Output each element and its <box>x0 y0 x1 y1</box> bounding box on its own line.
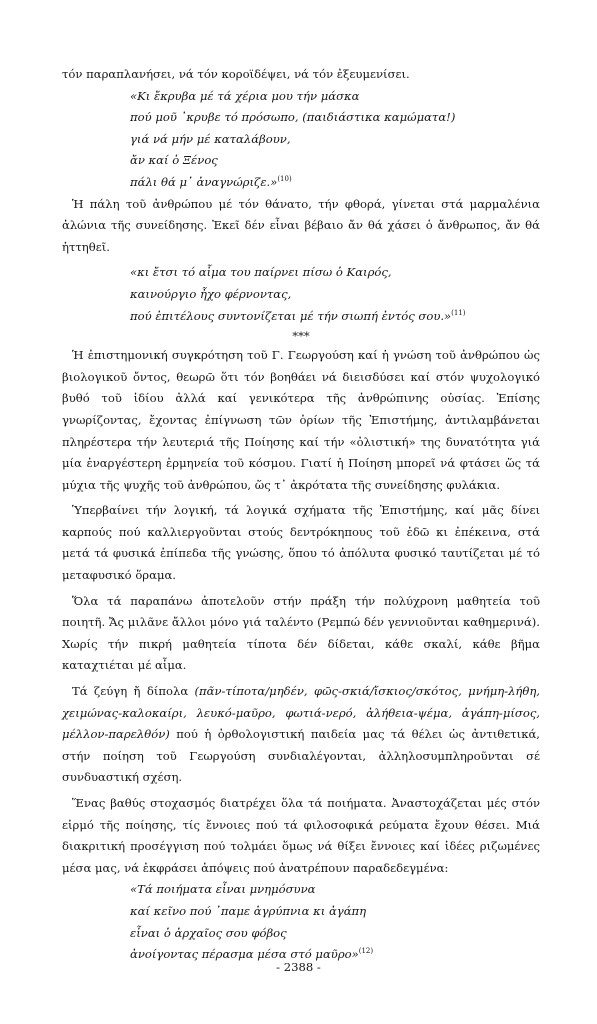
verse-quote-11 <box>130 262 540 327</box>
verse-line: εἶναι ὁ ἀρχαῖος σου φόβος <box>130 925 287 940</box>
section-separator: *** <box>292 329 310 344</box>
footnote-ref-10: (10) <box>277 175 292 184</box>
verse-line-last <box>130 306 540 328</box>
verse-line-last <box>130 172 540 194</box>
verse-line: «Κι ἔκρυβα μέ τά χέρια μου τήν μάσκα <box>130 88 360 103</box>
paragraph-struggle: Ἡ πάλη τοῦ ἀνθρώπου μέ τόν θάνατο, τήν φθορά, γίνεται στά μαρμαλένια ἁλώνια τῆς συνείδησης. Ἐκεῖ δέν εἶναι βέβαιο ἄν θά χάσει ὁ ἄνθρωπος, ἄν θά ἡττηθεῖ. <box>62 196 540 254</box>
paragraph-scientific: Ἡ ἐπιστημονική συγκρότηση τοῦ Γ. Γεωργούση καί ἡ γνώση τοῦ ἀνθρώπου ὡς βιολογικοῦ ὄντος, θεωρῶ ὅτι τόν βοηθάει νά διεισδύσει καί στόν ψυχολογικό βυθό τοῦ ἰδίου ἀλλά καί γενικότερα τῆς ἀνθρώπινης οὐσίας. Ἐπίσης γνωρίζοντας, ἔχοντας ἐπίγνωση τῶν ὁρίων τῆς Ἐπιστήμης, ἀντιλαμβάνεται πληρέστερα τήν λευτεριά τῆς Ποίησης καί τήν «ὀλιστική» της δυνατότητα γιά μία ἐναργέστερη ἑρμηνεία τοῦ κόσμου. Γιατί ἡ Ποίηση μπορεῖ νά φτάσει ὥς τά μύχια τῆς ψυχῆς τοῦ ἀνθρώπου, ὥς τ᾽ ἀκρότατα τῆς συνείδησης φυλάκια. <box>62 348 540 492</box>
verse-line: ἄν καί ὁ Ξένος <box>130 153 218 168</box>
verse-line: «κι ἔτσι τό αἷμα του παίρνει πίσω ὁ Καιρός, <box>130 265 392 280</box>
pairs-conclusion: πού ἡ ὀρθολογιστική παιδεία μας τά θέλει ὡς ἀντιθετικά, στήν ποίηση τοῦ Γεωργούση συνδιαλέγονται, ἀλληλοσυμπληροῦνται σέ συνδυαστική σχέση. <box>62 727 540 785</box>
verse-line: πού μοῦ ᾽κρυβε τό πρόσωπο, (παιδιάστικα καμώματα!) <box>130 110 456 125</box>
pairs-intro: Τά ζεύγη ἤ δίπολα <box>72 684 195 699</box>
pairs-list: (πᾶν-τίποτα/μηδέν, φῶς-σκιά/ἴσκιος/σκότος, μνήμη-λήθη, χειμώνας-καλοκαίρι, λευκό-μαῦρο, φωτιά-νερό, ἀλήθεια-ψέμα, ἀγάπη-μίσος, μέλλον-παρελθόν) <box>62 684 540 742</box>
paragraph-apprenticeship: Ὅλα τά παραπάνω ἀποτελοῦν στήν πράξη τήν πολύχρονη μαθητεία τοῦ ποιητῆ. Ἄς μιλᾶνε ἄλλοι μόνο γιά ταλέντο (Ρεμπώ δέν γεννιοῦνται καθημερινά). Χωρίς τήν πικρή μαθητεία τίποτα δέν δίδεται, κάθε σκαλί, κάθε βῆμα καταχτιέται μέ αἷμα. <box>62 593 540 673</box>
page-number: - 2388 - <box>276 960 321 974</box>
verse-line-text: πάλι θά μ᾽ ἀναγνώριζε.» <box>130 174 278 189</box>
footnote-ref-11: (11) <box>451 308 466 317</box>
footnote-ref-12: (12) <box>358 947 374 956</box>
verse-line: καινούργιο ἦχο φέρνοντας, <box>130 286 292 301</box>
verse-quote-12 <box>130 879 540 965</box>
verse-line: γιά νά μήν μέ καταλάβουν, <box>130 131 291 146</box>
paragraph-continued: τόν παραπλανήσει, νά τόν κοροϊδέψει, νά τόν ἐξευμενίσει. <box>62 67 410 81</box>
paragraph-logic: Ὑπερβαίνει τήν λογική, τά λογικά σχήματα τῆς Ἐπιστήμης, καί μᾶς δίνει καρπούς πού καλλιεργοῦνται στούς δεντρόκηπους τοῦ ἐδῶ κι ἐπέκεινα, στά μετά τά φυσικά ἐπίπεδα τῆς γνώσης, ὅπου τό ἀπόλυτα φυσικό ταυτίζεται μέ τό μεταφυσικό ὅραμα. <box>62 503 540 583</box>
verse-line-text: ἀνοίγοντας πέρασμα μέσα στό μαῦρο» <box>130 947 359 962</box>
verse-quote-10 <box>130 86 540 194</box>
paragraph-reflection: Ἕνας βαθύς στοχασμός διατρέχει ὅλα τά ποιήματα. Ἀναστοχάζεται μές στόν εἱρμό τῆς ποίησης, τίς ἔννοιες πού τά φιλοσοφικά ρεύματα ἔχουν θέσει. Μιά διακριτική προσέγγιση πού τολμάει ὅμως νά θίξει ἔννοιες καί ἰδέες ριζωμένες μέσα μας, νά ἐκφράσει ἀπόψεις πού ἀνατρέπουν παραδεδεγμένα: <box>62 796 540 875</box>
page-text-column <box>62 64 540 966</box>
verse-line: καί κεῖνο πού ᾽παμε ἀγρύπνια κι ἀγάπη <box>130 903 367 918</box>
verse-line: «Τά ποιήματα εἶναι μνημόσυνα <box>130 882 316 897</box>
paragraph-pairs <box>62 681 540 789</box>
verse-line-text: πού ἐπιτέλους συντονίζεται μέ τήν σιωπή ἐντός σου.» <box>130 308 452 323</box>
